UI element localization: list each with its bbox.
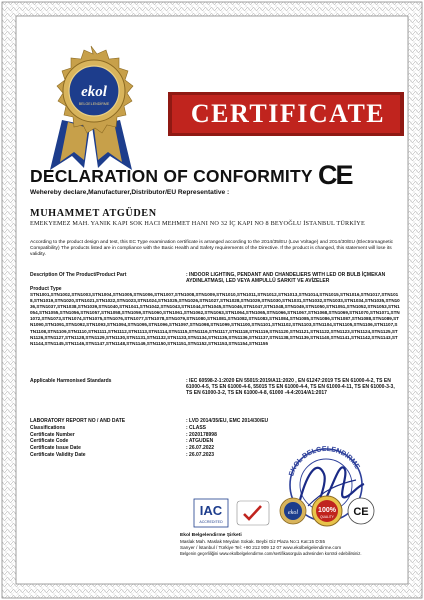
lab-report-label: LABORATORY REPORT NO / AND DATE <box>30 418 126 424</box>
certificate-code-value: : ATGUDEN <box>186 438 214 445</box>
iac-logo <box>193 498 229 528</box>
certificate-number-value: : 2020178998 <box>186 431 217 438</box>
footer-company: Ekol Belgelendirme Şirketi <box>180 533 242 538</box>
seal-logo-sub: BELGELENDİRME <box>78 102 110 106</box>
stamp-text: EKOL BELGELENDİRME <box>288 445 361 478</box>
ekol-seal-icon-text: ekol <box>288 510 298 516</box>
product-type-label: Product Type <box>30 286 62 292</box>
product-type-list: STN1001,STN1002,STN1003,STN1004,STN1005,STN1006,STN1007,STN1008,STN1009,STN1010,STN1011,STN1012,STN1013,STN1014,STN1015,STN1016,STN1017,STN1018,STN1019,STN1020,STN1021,STN1022,STN1023,STN1024,STN1025,STN1026,STN1027,STN1028,STN1029,STN1030,STN1031,STN1032,STN1033,STN1034,STN1035,STN1036,STN1037,STN1038,STN1039,STN1040,STN1041,STN1042,STN1043,STN1044,STN1045,STN1046,STN1047,STN1048,STN1049,STN1050,STN1051,STN1052,STN1053,STN1054,STN1055,STN1056,STN1057,STN1058,STN1059,STN1060,STN1061,STN1062,STN1063,STN1064,STN1065,STN1066,STN1067,STN1068,STN1069,STN1070,STN1071,STN1072,STN1073,STN1074,STN1075,STN1076,STN1077,STN1078,STN1079,STN1080,STN1081,STN1082,STN1083,STN1084,STN1085,STN1086,STN1087,STN1088,STN1089,STN1090,STN1091,STN1092,STN1093,STN1094,STN1095,STN1096,STN1097,STN1098,STN1099,STN1100,STN1101,STN1102,STN1103,STN1104,STN1105,STN1106,STN1107,STN1108,STN1109,STN1110,STN1111,STN1112,STN1113,STN1114,STN1115,STN1116,STN1117,STN1118,STN1119,STN1120,STN1121,STN1122,STN1123,STN1124,STN1125,STN1126,STN1127,STN1128,STN1129,STN1130,STN1131,STN1132,STN1133,STN1134,STN1135,STN1136,STN1137,STN1138,STN1139,STN1140,STN1141,STN1142,STN1143,STN1144,STN1145,STN1146,STN1147,STN1148,STN1149,STN1150,STN1151,STN1152,STN1153,STN1154,STN1155 <box>30 292 400 346</box>
lab-values <box>186 418 268 459</box>
ekol-seal-icon <box>278 496 308 526</box>
quality-badge-text: 100% <box>318 507 336 514</box>
conformity-paragraph: According to the product design and test, this EC Type examination certificate is arranged according to the 2014/35/EU (Low Voltage) and 2014/30/EU (Electromagnetic Compatibility) The products listed are in compliance with the Basic Health and Safety requirements of the Directive. If the product is changed, this statement will lose its validity. <box>30 240 394 258</box>
footer-line-1: Maslak Mah. Maslak Meydan Sokak. Beybi Giz Plaza No:1 Kat:15 D:55 <box>180 539 326 544</box>
ce-badge <box>346 496 376 526</box>
declaration-title: DECLARATION OF CONFORMITY <box>30 166 313 186</box>
ce-badge-text: CE <box>353 506 369 518</box>
declaration-subtitle: Wehereby declare,Manufacturer,Distributor/EU Representative : <box>30 189 230 196</box>
description-label: Description Of The Product/Product Part <box>30 272 127 278</box>
footer-line-3: Belgenin geçerliliğini www.ekolbelgelendirme.com/sertifikasorgula adresinden kontrol edebilirsiniz. <box>180 551 362 556</box>
seal-logo-text: ekol <box>81 84 107 100</box>
footer-line-2: Sarıyer / İstanbul / Türkiye Tel: +90 212 909 12 07 www.ekolbelgelendirme.com <box>180 545 342 550</box>
iac-logo-sub: ACCREDITED <box>199 520 223 524</box>
standards-value: : IEC 60598-2-1:2020 EN 55015:2019/A11:2020 , EN 61247:2019 TS EN 61000-4-2, TS EN 61000-4-5, TS EN 61000-4-6, 55015 TS EN 61000-4-4, TS EN 61000-4-11, TS EN 61000-3-3, TS EN 61000-3-2, TS EN 61000-4-8, 61000 -4-4:2014/A1:2017 <box>186 378 395 397</box>
ce-mark: CE <box>318 160 352 190</box>
company-name: MUHAMMET ATGÜDEN <box>30 208 157 219</box>
ekol-small-logo <box>236 498 270 528</box>
classifications-label: Classifications <box>30 424 66 431</box>
quality-badge <box>310 494 344 528</box>
certificate-number-label: Certificate Number <box>30 431 75 438</box>
quality-badge-sub: QUALITY <box>320 515 334 519</box>
footer <box>180 532 402 557</box>
validity-date-value: : 26.07.2023 <box>186 451 215 458</box>
lab-report-value: : LVD 2014/35/EU, EMC 2014/30/EU <box>186 418 269 424</box>
validity-date-label: Certificate Validity Date <box>30 451 86 458</box>
company-address: EMEKYEMEZ MAH. YANIK KAPI SOK HACI MEHMET HANI NO 32 İÇ KAPI NO 8 BEYOĞLU İSTANBUL TÜRKİYE <box>30 220 365 227</box>
classifications-value: : CLASS <box>186 424 206 431</box>
ekol-gold-seal <box>32 42 150 172</box>
iac-logo-text: IAC <box>199 503 223 518</box>
description-value: : INDOOR LIGHTING, PENDANT AND CHANDELIERS WITH LED OR BULB İÇMEKAN AYDINLATMASI, LED VEYA AMPULLÜ SARKIT VE AVİZELER <box>186 272 386 285</box>
certificate-code-label: Certificate Code <box>30 438 69 445</box>
issue-date-value: : 26.07.2022 <box>186 445 215 452</box>
standards-label: Applicable Harmonised Standards <box>30 378 112 384</box>
banner-title: CERTIFICATE <box>190 99 386 128</box>
issue-date-label: Certificate Issue Date <box>30 445 81 452</box>
lab-labels <box>30 418 125 459</box>
